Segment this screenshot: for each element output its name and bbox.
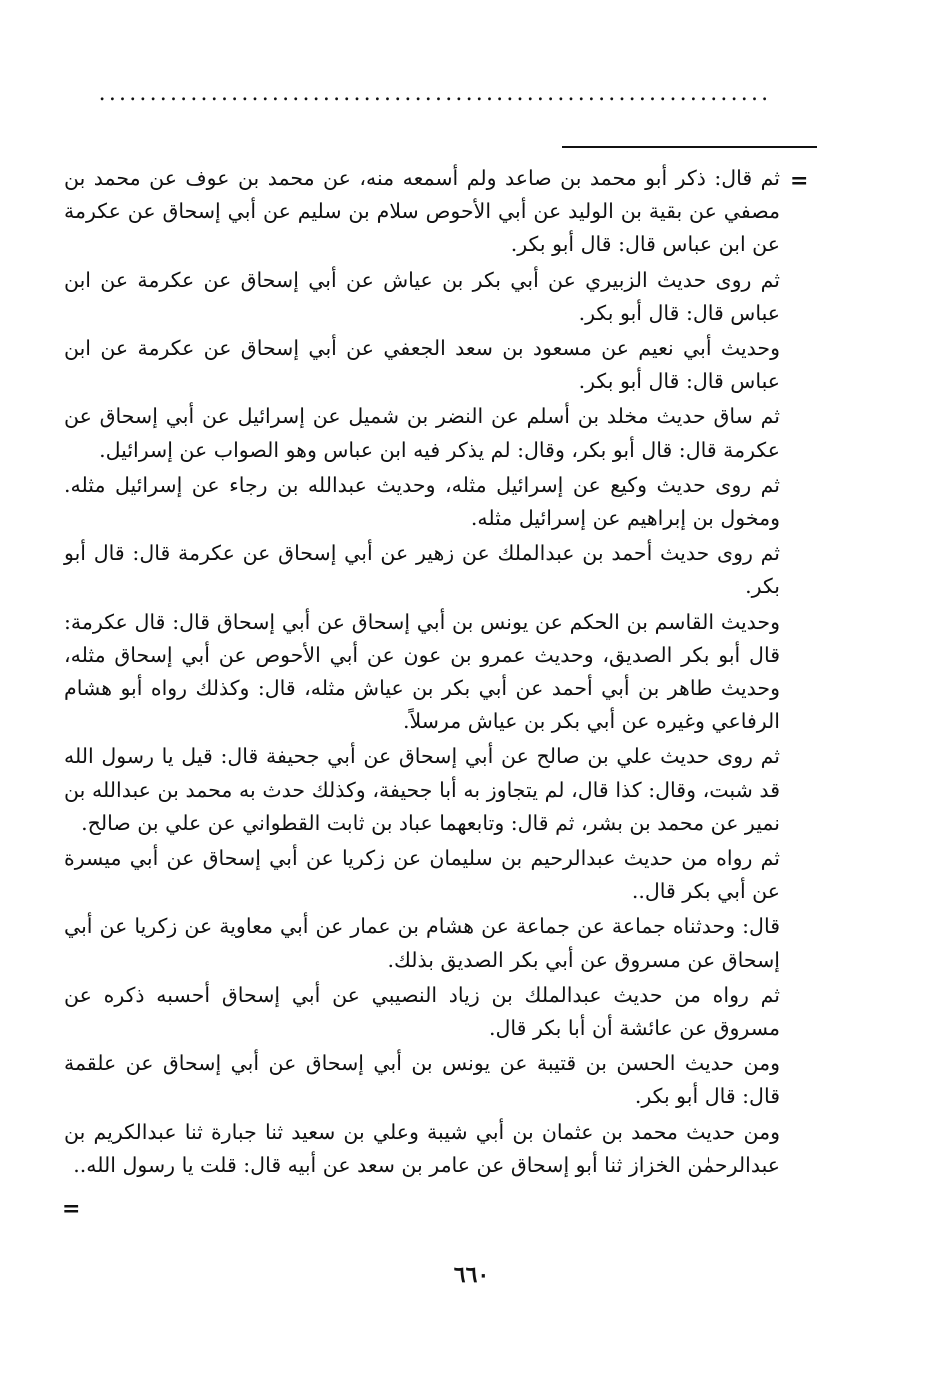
dotted-separator: ..................................................................	[98, 84, 772, 104]
footnote-text	[64, 162, 780, 1184]
continuation-mark-top: =	[790, 168, 809, 194]
footnote-rule	[562, 146, 817, 148]
paragraph: ثم قال: ذكر أبو محمد بن صاعد ولم أسمعه منه، عن محمد بن عوف عن محمد بن مصفي عن بقية بن الوليد عن أبي الأحوص سلام بن سليم عن أبي إسحاق عن عكرمة عن ابن عباس قال: قال أبو بكر.	[64, 166, 780, 257]
paragraph: قال: وحدثناه جماعة عن جماعة عن هشام بن عمار عن أبي معاوية عن زكريا عن أبي إسحاق عن مسروق عن أبي بكر الصديق بذلك.	[64, 914, 780, 972]
paragraph: وحديث أبي نعيم عن مسعود بن سعد الجعفي عن أبي إسحاق عن عكرمة عن ابن عباس قال: قال أبو بكر.	[64, 336, 780, 394]
paragraph: ثم روى حديث أحمد بن عبدالملك عن زهير عن أبي إسحاق عن عكرمة قال: قال أبو بكر.	[64, 541, 780, 599]
paragraph: ومن حديث الحسن بن قتيبة عن يونس بن أبي إسحاق عن أبي إسحاق عن علقمة قال: قال أبو بكر.	[64, 1051, 780, 1109]
continuation-mark-bottom: =	[62, 1196, 81, 1222]
paragraph: ثم روى حديث الزبيري عن أبي بكر بن عياش عن أبي إسحاق عن عكرمة عن ابن عباس قال: قال أبو بكر.	[64, 267, 780, 325]
paragraph: ثم روى حديث علي بن صالح عن أبي إسحاق عن أبي جحيفة قال: قيل يا رسول الله قد شبت، وقال: كذا قال، لم يتجاوز به أبا جحيفة، وكذلك حدث به محمد بن عبدالله بن نمير عن محمد بن بشر، ثم قال: وتابعهما عباد بن ثابت القطواني عن علي بن صالح.	[64, 744, 780, 835]
paragraph: ثم روى حديث وكيع عن إسرائيل مثله، وحديث عبدالله بن رجاء عن إسرائيل مثله. ومخول بن إبراهيم عن إسرائيل مثله.	[64, 472, 780, 531]
paragraph: ثم رواه من حديث عبدالرحيم بن سليمان عن زكريا عن أبي إسحاق عن أبي ميسرة عن أبي بكر قال..	[64, 846, 780, 904]
paragraph: ثم رواه من حديث عبدالملك بن زياد النصيبي عن أبي إسحاق أحسبه ذكره عن مسروق عن عائشة أن أبا بكر قال.	[64, 982, 780, 1041]
paragraph: وحديث القاسم بن الحكم عن يونس بن أبي إسحاق عن أبي إسحاق قال: قال عكرمة: قال أبو بكر الصديق، وحديث عمرو بن عون عن أبي الأحوص عن أبي إسحاق مثله، وحديث طاهر بن أبي أحمد عن أبي بكر بن عياش مثله، قال: وكذلك رواه أبو هشام الرفاعي وغيره عن أبي بكر بن عياش مرسلاً.	[64, 609, 780, 734]
paragraph: ومن حديث محمد بن عثمان بن أبي شيبة وعلي بن سعيد ثنا جبارة ثنا عبدالكريم بن عبدالرحمٰن الخزاز ثنا أبو إسحاق عن عامر بن سعد عن أبيه قال: قلت يا رسول الله..	[64, 1119, 780, 1177]
page-number: ٦٦٠	[453, 1262, 490, 1288]
paragraph: ثم ساق حديث مخلد بن أسلم عن النضر بن شميل عن إسرائيل عن أبي إسحاق عن عكرمة قال: قال أبو بكر، وقال: لم يذكر فيه ابن عباس وهو الصواب عن إسرائيل.	[64, 404, 780, 462]
